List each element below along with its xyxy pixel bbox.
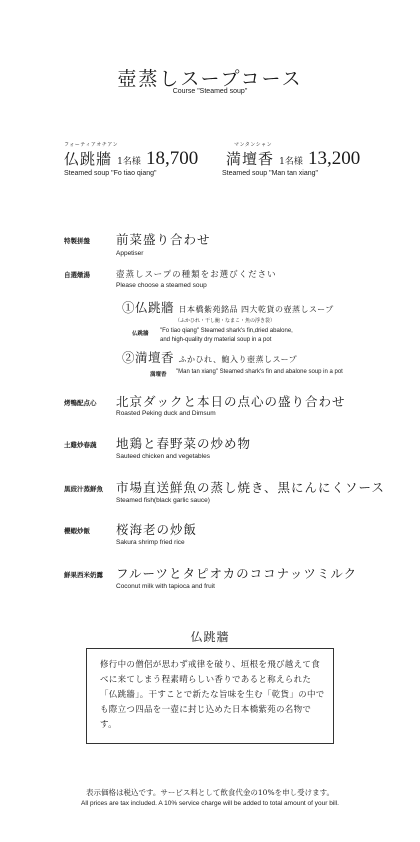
soup-option-name: ②満壇香 [122,350,175,365]
soup-option-name: ①仏跳牆 [122,300,175,315]
plan-price-block [226,148,360,170]
soup-option-tag: 満壇香 [150,372,167,378]
plan-price: 18,700 [145,148,199,169]
soup-option-desc: 日本橋紫苑銘品 四大乾貨の壺蒸しスープ [178,305,334,314]
course-label: 自選燉湯 [64,271,90,279]
plan-unit: 1名様 [117,157,141,167]
course-label: 鮮果西米奶露 [64,571,103,579]
note-text: 修行中の僧侶が思わず戒律を破り、垣根を飛び越えて食べに来てしまう程素晴らしい香りであると称えられた「仏跳牆」。干すことで新たな旨味を生む「乾貨」の中でも際立つ四品を一壺に封じ込めた日本橋紫苑の名物です。 [100,660,325,730]
soup-option-tag: 仏跳牆 [132,331,149,337]
soup-option-en: "Man tan xiang" Steamed shark's fin and abalone soup in a pot [176,369,343,375]
course-label: 土雞炒春蔬 [64,441,97,449]
course-name: 壺蒸しスープの種類をお選びください [116,270,277,280]
plan-en: Steamed soup "Man tan xiang" [222,170,319,177]
course-name-en: Sauteed chicken and vegetables [116,453,210,460]
course-name: 地鶏と春野菜の炒め物 [116,436,252,451]
plan-ruby: マンタンシャン [234,142,273,148]
course-name: 前菜盛り合わせ [116,232,211,247]
plan-unit: 1名様 [279,157,303,167]
soup-option-ruby: （ふかひれ・干し鮑・なまこ・魚の浮き袋） [175,318,276,324]
menu-subtitle: Course "Steamed soup" [172,88,248,95]
plan-name: 仏跳牆 [64,150,113,168]
soup-option-en [160,327,293,345]
course-label: 特製拼盤 [64,237,90,245]
soup-option-en-line: and high-quality dry material soup in a pot [160,337,272,343]
plan-price-block [64,148,198,170]
menu-title: 壺蒸しスープコース [117,68,303,90]
course-name-en: Appetiser [116,250,144,257]
note-title: 仏跳牆 [190,630,230,644]
soup-option-en-line: "Fo tiao qiang" Steamed shark's fin,dried abalone, [160,328,293,334]
course-name-en: Please choose a steamed soup [116,282,207,289]
course-label: 烤鴨配点心 [64,399,97,407]
plan-ruby: フォーティアオチアン [64,142,119,148]
course-name-en: Sakura shrimp fried rice [116,539,185,546]
course-name-en: Coconut milk with tapioca and fruit [116,583,215,590]
footer-note-jp: 表示価格は税込です。サービス料として飲食代金の10%を申し受けます。 [86,788,334,797]
course-name: フルーツとタピオカのココナッツミルク [116,566,358,581]
course-name: 桜海老の炒飯 [116,522,198,537]
plan-name: 満壇香 [226,150,275,168]
footer-note-en: All prices are tax included. A 10% service charge will be added to total amount of your bill. [81,800,339,807]
course-name-en: Roasted Peking duck and Dimsum [116,410,216,417]
course-name: 北京ダックと本日の点心の盛り合わせ [116,394,346,409]
soup-option-desc: ふかひれ、鮑入り壺蒸しスープ [178,355,298,364]
soup-option [122,298,334,316]
plan-en: Steamed soup "Fo tiao qiang" [64,170,157,177]
soup-option [122,348,297,366]
course-label: 黒豉汁蒸鮮魚 [64,485,103,493]
course-name: 市場直送鮮魚の蒸し焼き、黒にんにくソース [116,480,385,495]
plan-price: 13,200 [307,148,361,169]
course-name-en: Steamed fish(black garlic sauce) [116,497,210,504]
course-label: 櫻蝦炒飯 [64,527,90,535]
